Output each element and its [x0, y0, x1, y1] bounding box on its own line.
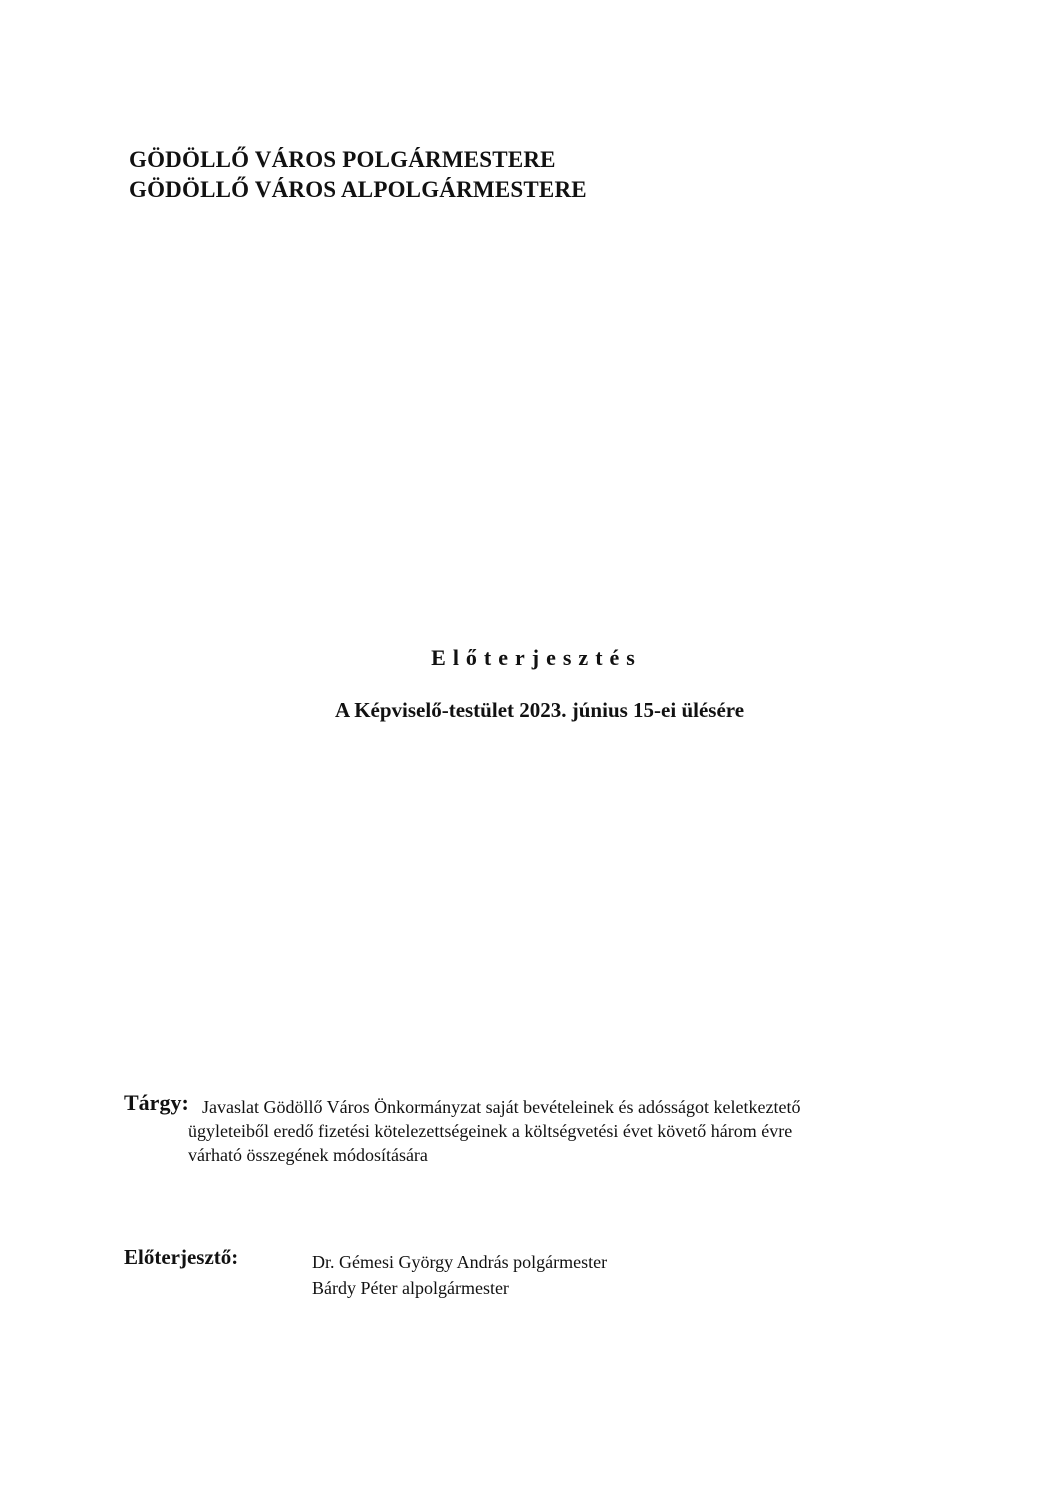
document-subtitle: A Képviselő-testület 2023. június 15-ei ülésére	[334, 698, 745, 722]
subject-label: Tárgy:	[124, 1090, 189, 1115]
issuer-header	[129, 145, 587, 205]
document-title: Előterjesztés	[431, 645, 642, 670]
subject-line: várható összegének módosítására	[188, 1145, 428, 1165]
issuer-line-deputy-mayor: GÖDÖLLŐ VÁROS ALPOLGÁRMESTERE	[129, 177, 587, 202]
presenter-label: Előterjesztő:	[124, 1245, 239, 1269]
presenter-name: Bárdy Péter alpolgármester	[312, 1278, 509, 1298]
subject-text	[188, 1093, 944, 1167]
subject-line: Javaslat Gödöllő Város Önkormányzat saját bevételeinek és adósságot keletkeztető	[202, 1097, 801, 1117]
presenter-name: Dr. Gémesi György András polgármester	[312, 1252, 608, 1272]
presenter-list	[312, 1246, 944, 1301]
subject-block	[124, 1090, 944, 1167]
presenter-block	[124, 1246, 944, 1301]
issuer-line-mayor: GÖDÖLLŐ VÁROS POLGÁRMESTERE	[129, 147, 556, 172]
subject-line: ügyleteiből eredő fizetési kötelezettségeinek a költségvetési évet követő három évre	[188, 1121, 793, 1141]
